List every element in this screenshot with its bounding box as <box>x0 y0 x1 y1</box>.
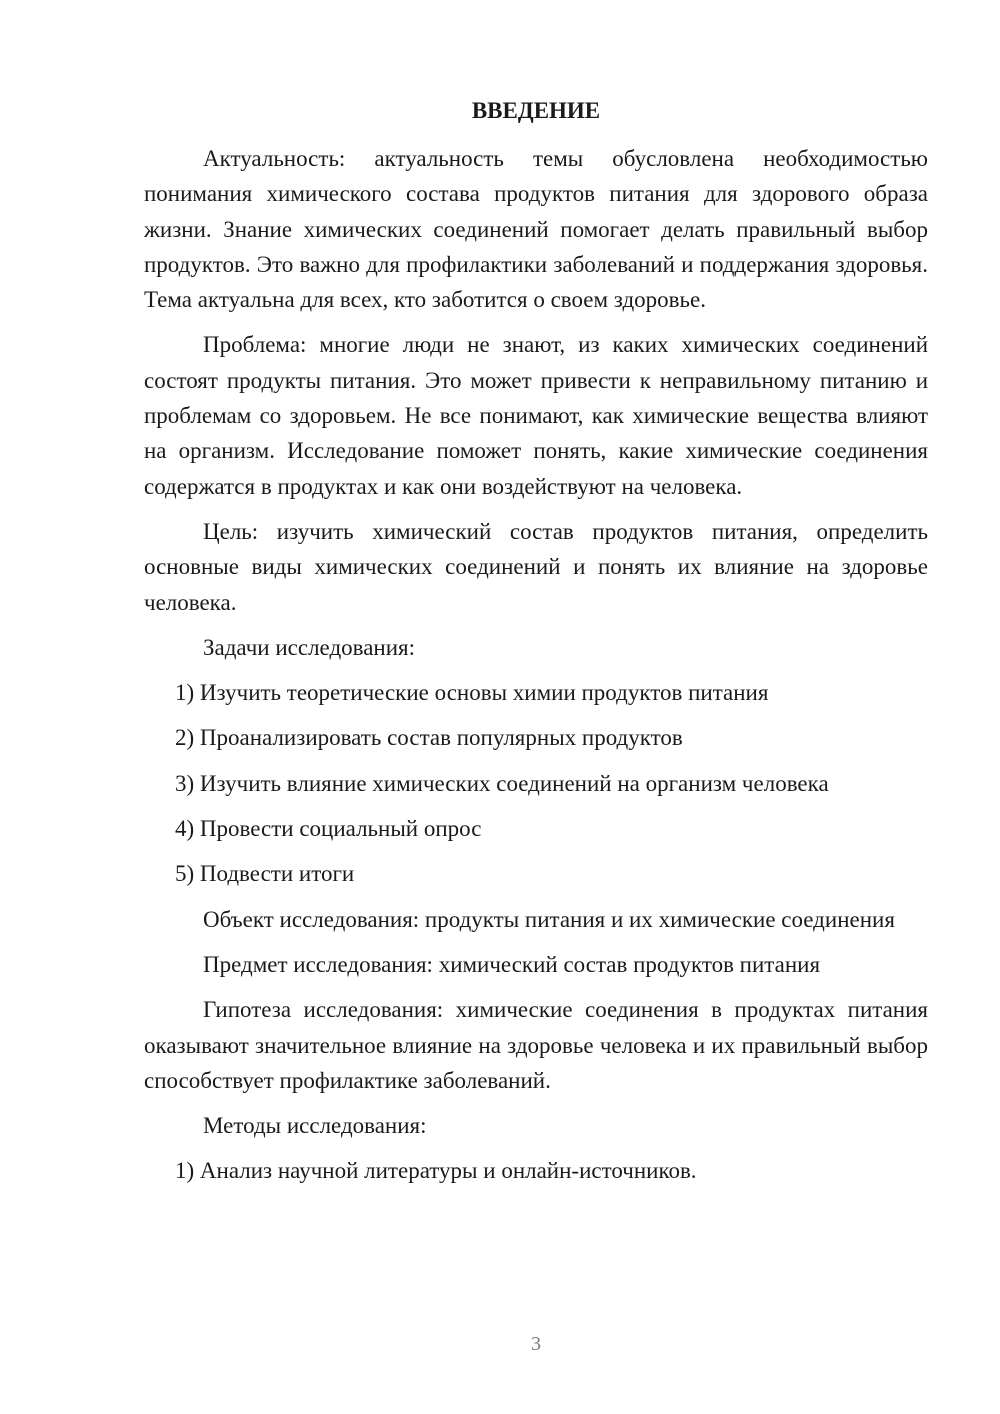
subject-paragraph: Предмет исследования: химический состав продуктов питания <box>203 951 821 977</box>
problem-paragraph: Проблема: многие люди не знают, из каких химических соединений состоят продукты питания. Это может привести к неправильному питанию и проблемам со здоровьем. Не все понимают, как химические вещества влияют на организм. Исследование поможет понять, какие химические соединения содержатся в продуктах и как они воздействуют на человека. <box>144 332 928 499</box>
task-item: 1) Изучить теоретические основы химии продуктов питания <box>175 680 769 706</box>
method-item: 1) Анализ научной литературы и онлайн-источников. <box>175 1158 697 1184</box>
task-item: 3) Изучить влияние химических соединений на организм человека <box>175 770 829 796</box>
methods-heading: Методы исследования: <box>203 1113 427 1139</box>
object-paragraph: Объект исследования: продукты питания и их химические соединения <box>203 906 895 932</box>
goal-paragraph: Цель: изучить химический состав продуктов питания, определить основные виды химических соединений и понять их влияние на здоровье человека. <box>144 518 928 615</box>
page-number: 3 <box>531 1333 541 1355</box>
task-item: 5) Подвести итоги <box>175 861 355 887</box>
task-item: 4) Провести социальный опрос <box>175 816 482 842</box>
relevance-paragraph: Актуальность: актуальность темы обусловлена необходимостью понимания химического состава продуктов питания для здорового образа жизни. Знание химических соединений помогает делать правильный выбор продуктов. Это важно для профилактики заболеваний и поддержания здоровья. Тема актуальна для всех, кто заботится о своем здоровье. <box>144 146 928 313</box>
page-title: ВВЕДЕНИЕ <box>471 98 601 123</box>
task-item: 2) Проанализировать состав популярных продуктов <box>175 725 683 751</box>
hypothesis-paragraph: Гипотеза исследования: химические соединения в продуктах питания оказывают значительное влияние на здоровье человека и их правильный выбор способствует профилактике заболеваний. <box>144 997 928 1093</box>
tasks-heading: Задачи исследования: <box>203 634 416 660</box>
body-text <box>144 141 928 1189</box>
